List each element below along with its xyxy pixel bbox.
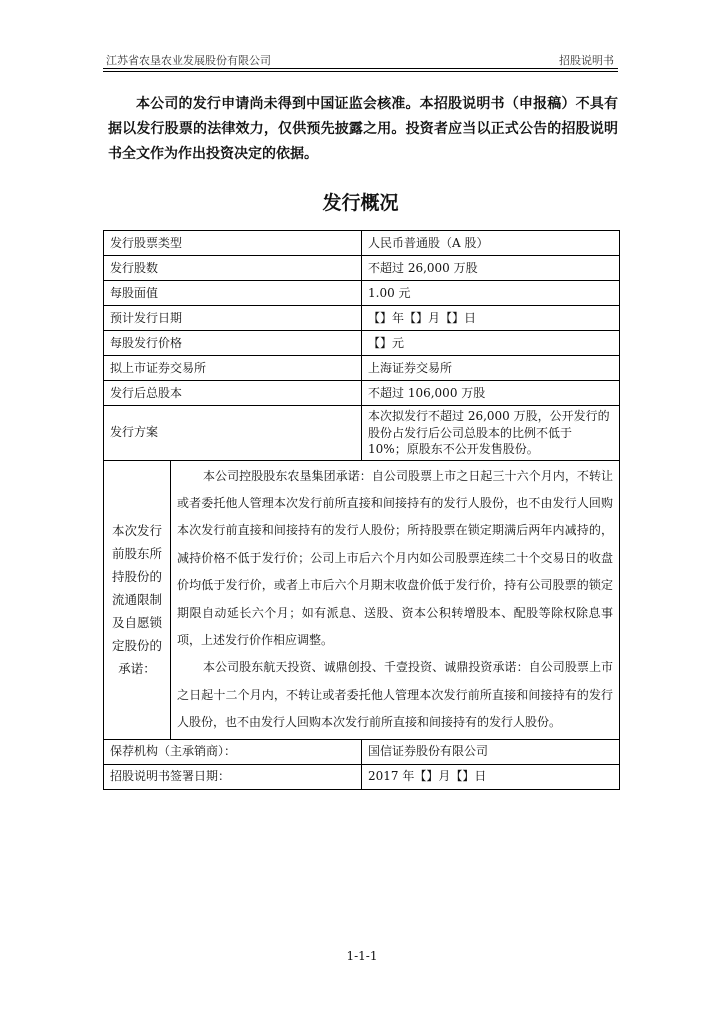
row-label: 拟上市证券交易所 [104,356,362,381]
page-title: 发行概况 [322,192,399,214]
lockup-para-shareholders: 本公司股东航天投资、诚鼎创投、千壹投资、诚鼎投资承诺：自公司股票上市之日起十二个月内，不转让或者委托他人管理本次发行前所直接和间接持有的发行人股份，也不由发行人回购本次发行前所直接和间接持有的发行人股份。 [177,660,614,730]
sign-date-value: 2017 年【】月【】日 [362,764,620,789]
row-value: 人民币普通股（A 股） [362,231,620,256]
row-value: 不超过 26,000 万股 [362,256,620,281]
page-header [103,50,618,69]
table-row [104,381,620,406]
page-number: 1-1-1 [346,949,378,963]
row-value: 本次拟发行不超过 26,000 万股，公开发行的股份占发行后公司总股本的比例不低于 10%；原股东不公开发售股份。 [362,406,620,461]
table-row [104,306,620,331]
row-value: 上海证券交易所 [362,356,620,381]
row-label: 每股面值 [104,281,362,306]
table-row [104,281,620,306]
row-label: 发行股票类型 [104,231,362,256]
row-value: 不超过 106,000 万股 [362,381,620,406]
sponsor-value: 国信证券股份有限公司 [362,739,620,764]
table-row [104,739,620,764]
table-row [104,764,620,789]
lockup-row [104,460,620,739]
row-value: 【】年【】月【】日 [362,306,620,331]
row-value: 1.00 元 [362,281,620,306]
sign-date-label: 招股说明书签署日期： [104,764,362,789]
table-row [104,231,620,256]
lockup-para-controlling: 本公司控股股东农垦集团承诺：自公司股票上市之日起三十六个月内，不转让或者委托他人管理本次发行前所直接和间接持有的发行人股份，也不由发行人回购本次发行前直接和间接持有的发行人股份；所持股票在锁定期满后两年内减持的，减持价格不低于发行价；公司上市后六个月内如公司股票连续二十个交易日的收盘价均低于发行价，或者上市后六个月期末收盘价低于发行价，持有公司股票的锁定期限自动延长六个月；如有派息、送股、资本公积转增股本、配股等除权除息事项，上述发行价作相应调整。 [177,468,614,647]
sponsor-label: 保荐机构（主承销商）： [104,739,362,764]
regulatory-notice: 本公司的发行申请尚未得到中国证监会核准。本招股说明书（申报稿）不具有据以发行股票的法律效力，仅供预先披露之用。投资者应当以正式公告的招股说明书全文作为作出投资决定的依据。 [108,96,618,162]
table-row [104,331,620,356]
lockup-body [171,460,620,739]
offering-overview-table [103,230,620,790]
header-company: 江苏省农垦农业发展股份有限公司 [106,54,271,67]
row-label: 每股发行价格 [104,331,362,356]
row-label: 发行后总股本 [104,381,362,406]
table-row [104,256,620,281]
row-label: 预计发行日期 [104,306,362,331]
lockup-label: 本次发行前股东所持股份的流通限制及自愿锁定股份的承诺： [104,460,171,739]
table-row [104,356,620,381]
table-row [104,406,620,461]
header-doc-type: 招股说明书 [559,54,614,67]
row-label: 发行股数 [104,256,362,281]
header-rule [103,71,618,72]
row-label: 发行方案 [104,406,362,461]
row-value: 【】元 [362,331,620,356]
